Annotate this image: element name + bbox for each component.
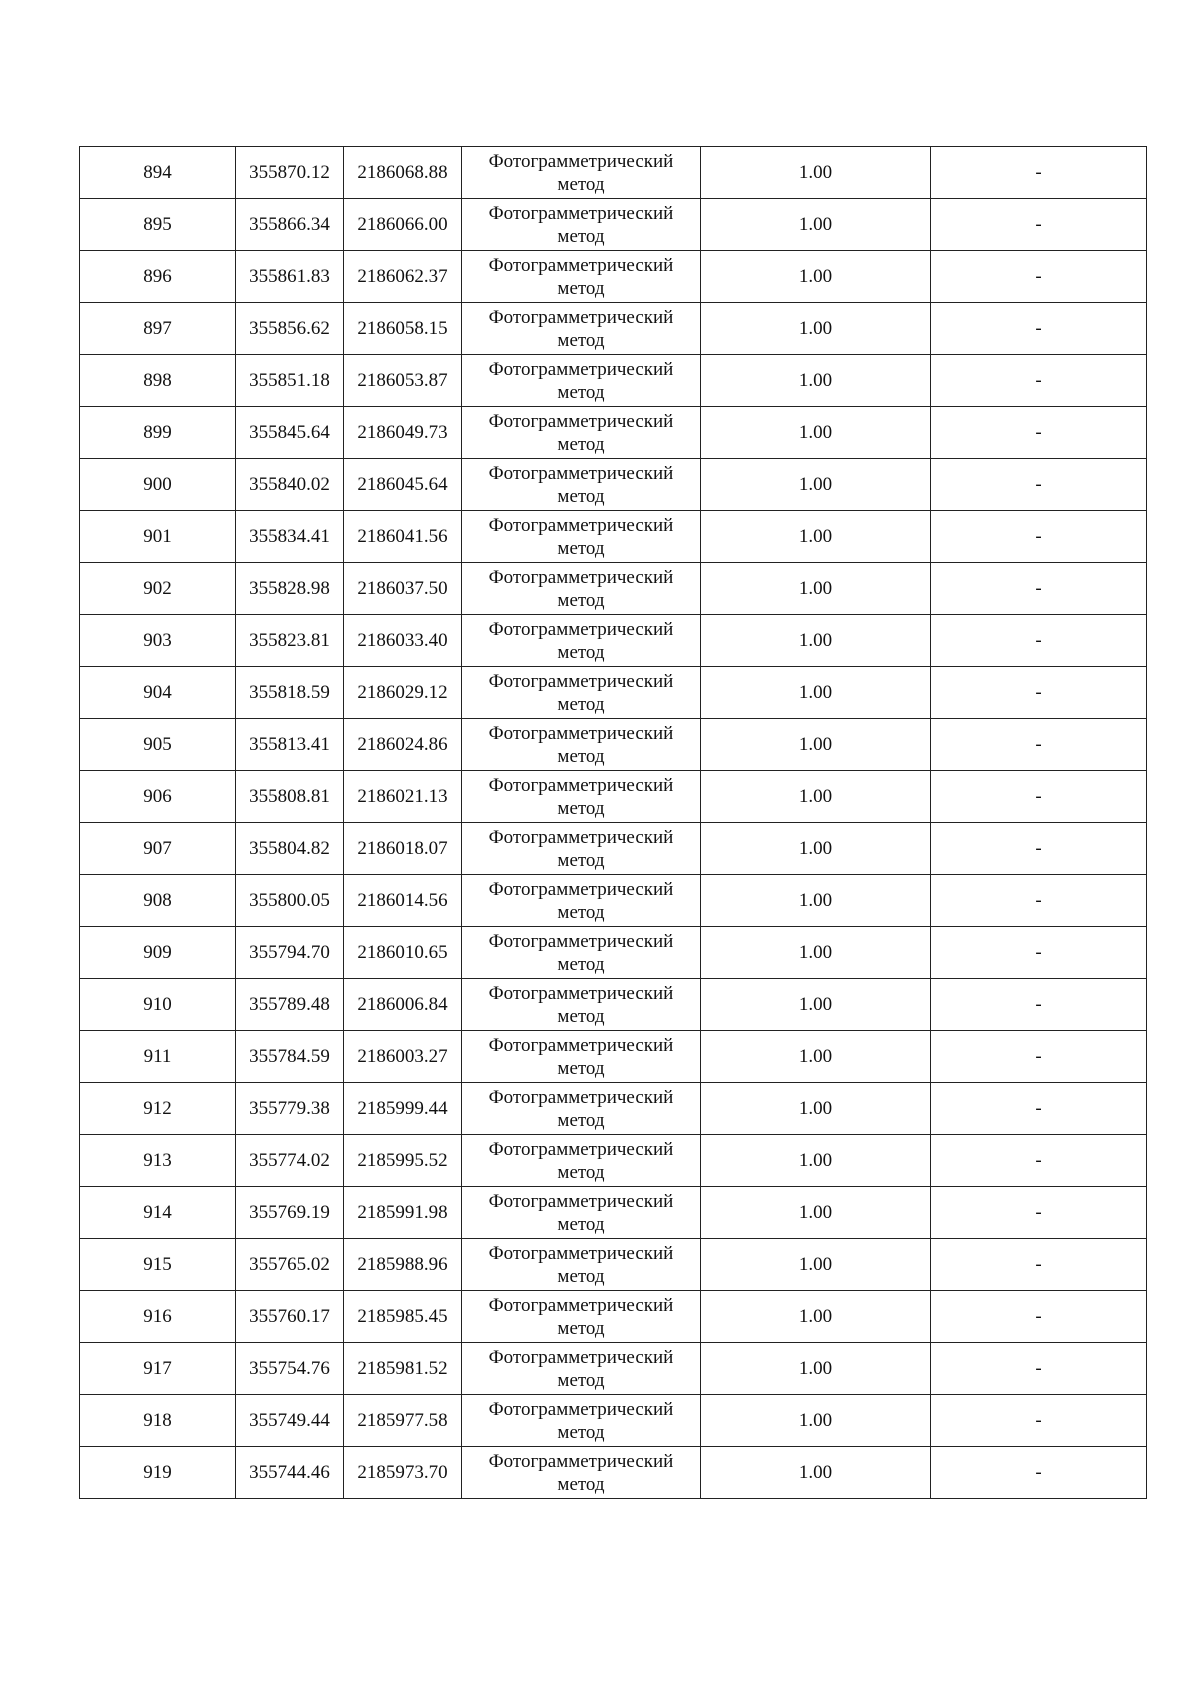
x-coordinate-cell: 355794.70 (236, 927, 344, 979)
precision-cell: 1.00 (701, 459, 931, 511)
method-line-1: Фотограмметрический (488, 306, 674, 328)
method-line-1: Фотограмметрический (488, 878, 674, 900)
note-cell: - (931, 1135, 1147, 1187)
y-coordinate-cell: 2186041.56 (344, 511, 462, 563)
x-coordinate-cell: 355851.18 (236, 355, 344, 407)
precision-cell: 1.00 (701, 1083, 931, 1135)
method-line-1: Фотограмметрический (488, 254, 674, 276)
method-line-1: Фотограмметрический (488, 1242, 674, 1264)
y-coordinate-cell: 2185995.52 (344, 1135, 462, 1187)
table-row (80, 927, 1147, 979)
note-cell: - (931, 979, 1147, 1031)
method-cell (462, 355, 701, 407)
precision-cell: 1.00 (701, 407, 931, 459)
x-coordinate-cell: 355834.41 (236, 511, 344, 563)
method-line-2: метод (557, 1369, 605, 1391)
table-row (80, 1083, 1147, 1135)
method-line-1: Фотограмметрический (488, 982, 674, 1004)
note-cell: - (931, 667, 1147, 719)
method-cell (462, 1187, 701, 1239)
point-number-cell: 914 (80, 1187, 236, 1239)
precision-cell: 1.00 (701, 667, 931, 719)
x-coordinate-cell: 355744.46 (236, 1447, 344, 1499)
note-cell: - (931, 251, 1147, 303)
table-row (80, 875, 1147, 927)
note-cell: - (931, 771, 1147, 823)
method-line-2: метод (557, 1109, 605, 1131)
method-line-2: метод (557, 1213, 605, 1235)
method-line-1: Фотограмметрический (488, 358, 674, 380)
y-coordinate-cell: 2186062.37 (344, 251, 462, 303)
x-coordinate-cell: 355779.38 (236, 1083, 344, 1135)
method-line-1: Фотограмметрический (488, 1346, 674, 1368)
point-number-cell: 904 (80, 667, 236, 719)
method-line-2: метод (557, 173, 605, 195)
precision-cell: 1.00 (701, 823, 931, 875)
method-line-2: метод (557, 589, 605, 611)
method-line-2: метод (557, 849, 605, 871)
x-coordinate-cell: 355856.62 (236, 303, 344, 355)
method-line-1: Фотограмметрический (488, 1190, 674, 1212)
point-number-cell: 900 (80, 459, 236, 511)
method-cell (462, 875, 701, 927)
method-cell (462, 303, 701, 355)
table-row (80, 1395, 1147, 1447)
x-coordinate-cell: 355823.81 (236, 615, 344, 667)
y-coordinate-cell: 2186003.27 (344, 1031, 462, 1083)
method-cell (462, 1083, 701, 1135)
y-coordinate-cell: 2186058.15 (344, 303, 462, 355)
precision-cell: 1.00 (701, 1031, 931, 1083)
method-cell (462, 511, 701, 563)
point-number-cell: 895 (80, 199, 236, 251)
point-number-cell: 909 (80, 927, 236, 979)
method-line-1: Фотограмметрический (488, 1034, 674, 1056)
point-number-cell: 908 (80, 875, 236, 927)
method-line-2: метод (557, 1317, 605, 1339)
x-coordinate-cell: 355760.17 (236, 1291, 344, 1343)
method-cell (462, 1447, 701, 1499)
table-row (80, 563, 1147, 615)
precision-cell: 1.00 (701, 147, 931, 199)
y-coordinate-cell: 2185988.96 (344, 1239, 462, 1291)
x-coordinate-cell: 355789.48 (236, 979, 344, 1031)
method-cell (462, 459, 701, 511)
note-cell: - (931, 1083, 1147, 1135)
note-cell: - (931, 1291, 1147, 1343)
method-line-1: Фотограмметрический (488, 566, 674, 588)
note-cell: - (931, 459, 1147, 511)
precision-cell: 1.00 (701, 1447, 931, 1499)
x-coordinate-cell: 355845.64 (236, 407, 344, 459)
point-number-cell: 905 (80, 719, 236, 771)
table-row (80, 1343, 1147, 1395)
coordinates-table (79, 146, 1147, 1499)
precision-cell: 1.00 (701, 615, 931, 667)
table-row (80, 147, 1147, 199)
note-cell: - (931, 199, 1147, 251)
precision-cell: 1.00 (701, 511, 931, 563)
method-line-2: метод (557, 1473, 605, 1495)
y-coordinate-cell: 2186045.64 (344, 459, 462, 511)
coordinates-table-body (80, 147, 1147, 1499)
y-coordinate-cell: 2185985.45 (344, 1291, 462, 1343)
precision-cell: 1.00 (701, 199, 931, 251)
point-number-cell: 907 (80, 823, 236, 875)
point-number-cell: 916 (80, 1291, 236, 1343)
method-line-1: Фотограмметрический (488, 202, 674, 224)
method-line-1: Фотограмметрический (488, 150, 674, 172)
point-number-cell: 913 (80, 1135, 236, 1187)
note-cell: - (931, 1031, 1147, 1083)
point-number-cell: 917 (80, 1343, 236, 1395)
note-cell: - (931, 563, 1147, 615)
precision-cell: 1.00 (701, 303, 931, 355)
method-cell (462, 1291, 701, 1343)
y-coordinate-cell: 2185999.44 (344, 1083, 462, 1135)
note-cell: - (931, 303, 1147, 355)
table-row (80, 459, 1147, 511)
method-line-2: метод (557, 641, 605, 663)
table-row (80, 823, 1147, 875)
method-cell (462, 823, 701, 875)
method-cell (462, 615, 701, 667)
method-line-2: метод (557, 485, 605, 507)
precision-cell: 1.00 (701, 1343, 931, 1395)
y-coordinate-cell: 2186006.84 (344, 979, 462, 1031)
note-cell: - (931, 719, 1147, 771)
x-coordinate-cell: 355840.02 (236, 459, 344, 511)
table-row (80, 1291, 1147, 1343)
x-coordinate-cell: 355784.59 (236, 1031, 344, 1083)
method-line-2: метод (557, 1421, 605, 1443)
y-coordinate-cell: 2186037.50 (344, 563, 462, 615)
point-number-cell: 897 (80, 303, 236, 355)
y-coordinate-cell: 2186049.73 (344, 407, 462, 459)
table-row (80, 355, 1147, 407)
y-coordinate-cell: 2186033.40 (344, 615, 462, 667)
method-cell (462, 407, 701, 459)
table-row (80, 615, 1147, 667)
x-coordinate-cell: 355754.76 (236, 1343, 344, 1395)
y-coordinate-cell: 2186066.00 (344, 199, 462, 251)
y-coordinate-cell: 2185981.52 (344, 1343, 462, 1395)
method-line-2: метод (557, 1161, 605, 1183)
precision-cell: 1.00 (701, 1395, 931, 1447)
note-cell: - (931, 615, 1147, 667)
table-row (80, 303, 1147, 355)
method-line-2: метод (557, 693, 605, 715)
precision-cell: 1.00 (701, 875, 931, 927)
x-coordinate-cell: 355804.82 (236, 823, 344, 875)
note-cell: - (931, 927, 1147, 979)
y-coordinate-cell: 2185991.98 (344, 1187, 462, 1239)
table-row (80, 511, 1147, 563)
table-row (80, 1239, 1147, 1291)
method-line-1: Фотограмметрический (488, 1398, 674, 1420)
method-cell (462, 1395, 701, 1447)
method-cell (462, 719, 701, 771)
table-row (80, 1447, 1147, 1499)
precision-cell: 1.00 (701, 355, 931, 407)
precision-cell: 1.00 (701, 1187, 931, 1239)
note-cell: - (931, 1395, 1147, 1447)
note-cell: - (931, 875, 1147, 927)
method-line-2: метод (557, 329, 605, 351)
y-coordinate-cell: 2185977.58 (344, 1395, 462, 1447)
table-row (80, 979, 1147, 1031)
note-cell: - (931, 511, 1147, 563)
table-row (80, 1135, 1147, 1187)
x-coordinate-cell: 355769.19 (236, 1187, 344, 1239)
method-line-2: метод (557, 277, 605, 299)
x-coordinate-cell: 355866.34 (236, 199, 344, 251)
point-number-cell: 912 (80, 1083, 236, 1135)
point-number-cell: 911 (80, 1031, 236, 1083)
x-coordinate-cell: 355861.83 (236, 251, 344, 303)
method-line-2: метод (557, 1057, 605, 1079)
method-line-1: Фотограмметрический (488, 1138, 674, 1160)
point-number-cell: 910 (80, 979, 236, 1031)
method-line-2: метод (557, 901, 605, 923)
note-cell: - (931, 1187, 1147, 1239)
table-row (80, 407, 1147, 459)
method-line-2: метод (557, 381, 605, 403)
method-line-2: метод (557, 225, 605, 247)
y-coordinate-cell: 2186068.88 (344, 147, 462, 199)
point-number-cell: 902 (80, 563, 236, 615)
method-cell (462, 667, 701, 719)
y-coordinate-cell: 2186018.07 (344, 823, 462, 875)
method-line-2: метод (557, 797, 605, 819)
x-coordinate-cell: 355765.02 (236, 1239, 344, 1291)
x-coordinate-cell: 355813.41 (236, 719, 344, 771)
method-line-1: Фотограмметрический (488, 1294, 674, 1316)
point-number-cell: 894 (80, 147, 236, 199)
method-line-1: Фотограмметрический (488, 930, 674, 952)
precision-cell: 1.00 (701, 251, 931, 303)
method-line-1: Фотограмметрический (488, 670, 674, 692)
method-cell (462, 1135, 701, 1187)
x-coordinate-cell: 355870.12 (236, 147, 344, 199)
method-line-2: метод (557, 1005, 605, 1027)
x-coordinate-cell: 355774.02 (236, 1135, 344, 1187)
method-line-2: метод (557, 1265, 605, 1287)
table-row (80, 1031, 1147, 1083)
method-cell (462, 251, 701, 303)
point-number-cell: 915 (80, 1239, 236, 1291)
method-cell (462, 979, 701, 1031)
note-cell: - (931, 1447, 1147, 1499)
point-number-cell: 899 (80, 407, 236, 459)
method-line-1: Фотограмметрический (488, 410, 674, 432)
method-line-2: метод (557, 953, 605, 975)
y-coordinate-cell: 2186029.12 (344, 667, 462, 719)
note-cell: - (931, 823, 1147, 875)
x-coordinate-cell: 355808.81 (236, 771, 344, 823)
table-row (80, 251, 1147, 303)
precision-cell: 1.00 (701, 1291, 931, 1343)
point-number-cell: 896 (80, 251, 236, 303)
precision-cell: 1.00 (701, 719, 931, 771)
method-line-2: метод (557, 745, 605, 767)
method-line-1: Фотограмметрический (488, 774, 674, 796)
method-line-1: Фотограмметрический (488, 722, 674, 744)
point-number-cell: 919 (80, 1447, 236, 1499)
method-line-1: Фотограмметрический (488, 462, 674, 484)
method-cell (462, 563, 701, 615)
x-coordinate-cell: 355749.44 (236, 1395, 344, 1447)
table-row (80, 771, 1147, 823)
y-coordinate-cell: 2186014.56 (344, 875, 462, 927)
y-coordinate-cell: 2186053.87 (344, 355, 462, 407)
method-line-1: Фотограмметрический (488, 1086, 674, 1108)
method-line-2: метод (557, 433, 605, 455)
method-cell (462, 1031, 701, 1083)
table-row (80, 719, 1147, 771)
method-cell (462, 199, 701, 251)
note-cell: - (931, 407, 1147, 459)
method-cell (462, 1239, 701, 1291)
precision-cell: 1.00 (701, 1135, 931, 1187)
table-row (80, 667, 1147, 719)
precision-cell: 1.00 (701, 979, 931, 1031)
point-number-cell: 898 (80, 355, 236, 407)
precision-cell: 1.00 (701, 1239, 931, 1291)
point-number-cell: 901 (80, 511, 236, 563)
y-coordinate-cell: 2186010.65 (344, 927, 462, 979)
precision-cell: 1.00 (701, 771, 931, 823)
precision-cell: 1.00 (701, 927, 931, 979)
point-number-cell: 906 (80, 771, 236, 823)
method-line-1: Фотограмметрический (488, 1450, 674, 1472)
note-cell: - (931, 147, 1147, 199)
table-row (80, 1187, 1147, 1239)
method-cell (462, 927, 701, 979)
table-row (80, 199, 1147, 251)
precision-cell: 1.00 (701, 563, 931, 615)
method-line-1: Фотограмметрический (488, 514, 674, 536)
method-cell (462, 1343, 701, 1395)
note-cell: - (931, 355, 1147, 407)
point-number-cell: 903 (80, 615, 236, 667)
y-coordinate-cell: 2186021.13 (344, 771, 462, 823)
method-line-1: Фотограмметрический (488, 618, 674, 640)
y-coordinate-cell: 2185973.70 (344, 1447, 462, 1499)
method-line-1: Фотограмметрический (488, 826, 674, 848)
x-coordinate-cell: 355828.98 (236, 563, 344, 615)
point-number-cell: 918 (80, 1395, 236, 1447)
method-cell (462, 147, 701, 199)
method-line-2: метод (557, 537, 605, 559)
note-cell: - (931, 1239, 1147, 1291)
x-coordinate-cell: 355818.59 (236, 667, 344, 719)
method-cell (462, 771, 701, 823)
x-coordinate-cell: 355800.05 (236, 875, 344, 927)
y-coordinate-cell: 2186024.86 (344, 719, 462, 771)
note-cell: - (931, 1343, 1147, 1395)
